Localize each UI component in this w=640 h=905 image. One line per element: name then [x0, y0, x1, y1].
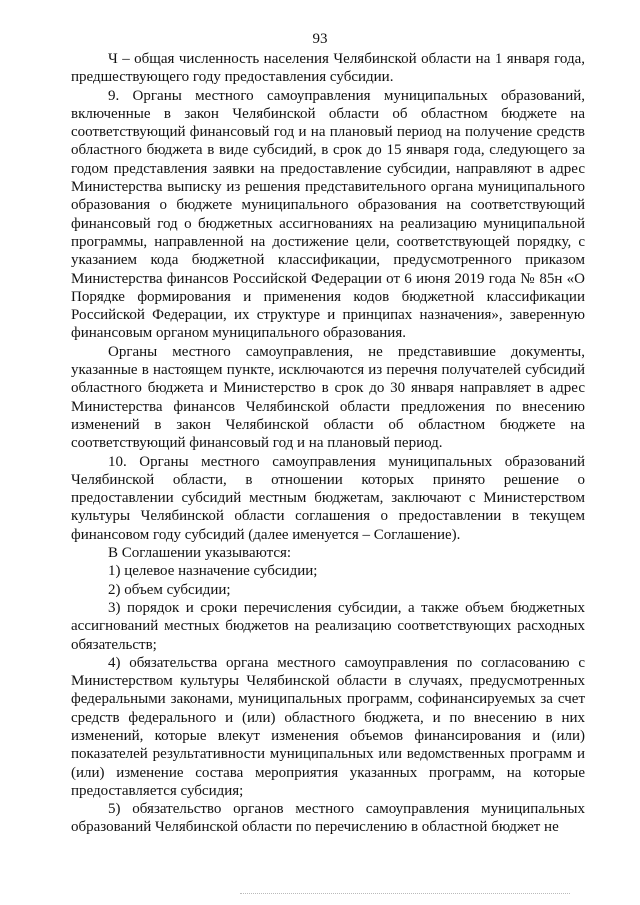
- list-item-5: 5) обязательство органов местного самоуправления муниципальных образований Челябинской области по перечислению в областной бюджет не: [71, 801, 585, 836]
- page-number: 93: [312, 31, 328, 47]
- document-body: [71, 50, 585, 837]
- paragraph-agreement-intro: В Соглашении указываются:: [108, 545, 292, 562]
- paragraph-population-definition: Ч – общая численность населения Челябинской области на 1 января года, предшествующего году предоставления субсидии.: [71, 51, 585, 86]
- list-item-4: 4) обязательства органа местного самоуправления по согласованию с Министерством культуры Челябинской области в случаях, предусмотренных федеральными законами, муниципальных программ, софинансируемых за счет средств федерального и (или) областного бюджета, и по внесению в них изменений, которые влекут изменения объемов финансирования и (или) показателей результативности муниципальных или ведомственных программ и (или) изменение состава мероприятия указанных программ, на которые предоставляется субсидия;: [71, 654, 585, 799]
- list-item-2: 2) объем субсидии;: [108, 581, 231, 598]
- scan-artifact-line: [240, 893, 570, 895]
- list-item-1: 1) целевое назначение субсидии;: [108, 563, 318, 580]
- paragraph-item-9: 9. Органы местного самоуправления муниципальных образований, включенные в закон Челябинской области об областном бюджете на соответствующий финансовый год и на плановый период на получение средств областного бюджета в виде субсидий, в срок до 15 января года, следующего за годом представления заявки на предоставление субсидии, направляют в адрес Министерства выписку из решения представительного органа муниципального образования о бюджете муниципального образования на соответствующий финансовый год о бюджетных ассигнованиях на реализацию муниципальной программы, направленной на достижение цели, соответствующей порядку, с указанием кода бюджетной классификации, предусмотренного приказом Министерства финансов Российской Федерации от 6 июня 2019 года № 85н «О Порядке формирования и применения кодов бюджетной классификации Российской Федерации, их структуре и принципах назначения», заверенную финансовым органом муниципального образования.: [71, 87, 585, 342]
- list-item-3: 3) порядок и сроки перечисления субсидии, а также объем бюджетных ассигнований местных бюджетов на реализацию соответствующих расходных обязательств;: [71, 599, 585, 653]
- paragraph-item-10: 10. Органы местного самоуправления муниципальных образований Челябинской области, в отношении которых принято решение о предоставлении субсидий местным бюджетам, заключают с Министерством культуры Челябинской области соглашения о предоставлении в текущем финансовом году субсидий (далее именуется – Соглашение).: [71, 453, 585, 543]
- paragraph-exclusion: Органы местного самоуправления, не представившие документы, указанные в настоящем пункте, исключаются из перечня получателей субсидий областного бюджета и Министерство в срок до 30 января направляет в адрес Министерства финансов Челябинской области предложения по внесению изменений в закон Челябинской области об областном бюджете на соответствующий финансовый год и на плановый период.: [71, 343, 585, 452]
